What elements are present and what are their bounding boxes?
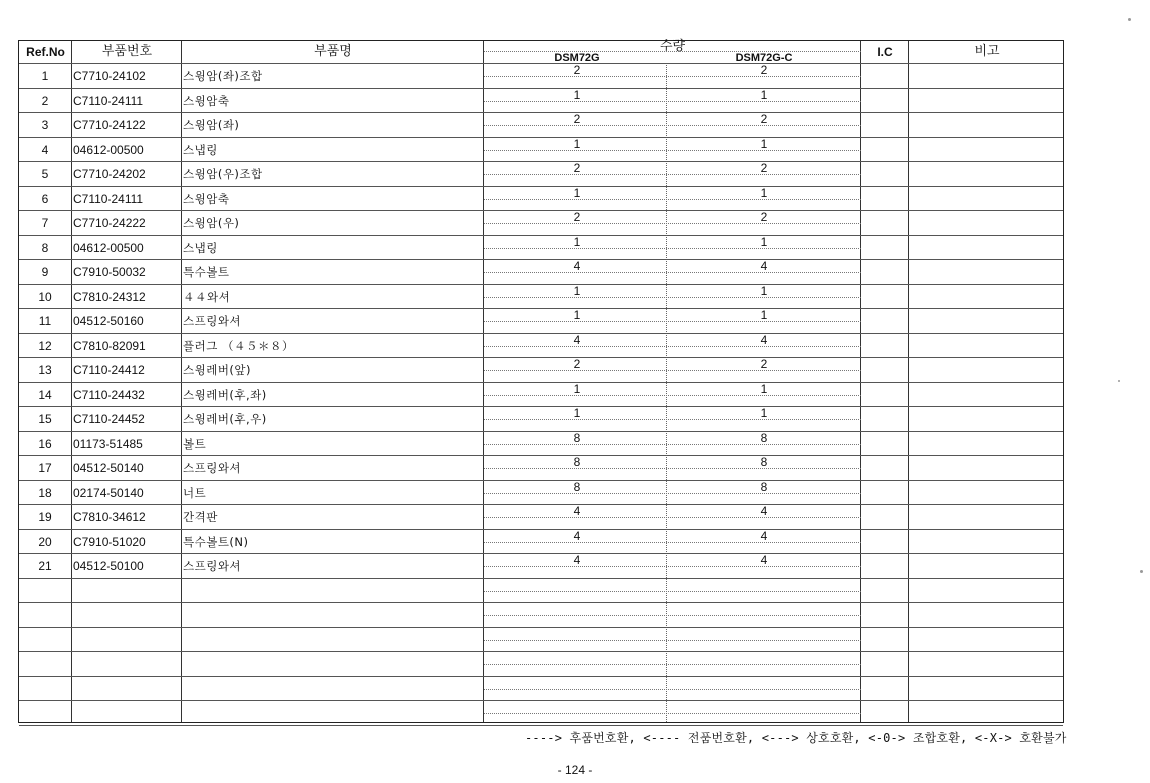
part-number-cell: 04612-00500 — [73, 142, 144, 157]
qty-dsm72g-c-cell: 2 — [760, 112, 768, 126]
qty-dsm72g-cell: 4 — [573, 553, 581, 567]
qty-dsm72g-cell: 2 — [573, 63, 581, 77]
ref-no-cell: 10 — [38, 289, 52, 304]
part-name-cell: 스윙암(우) — [183, 216, 240, 230]
qty-dsm72g-c-cell: 1 — [760, 283, 768, 298]
qty-dsm72g-cell: 1 — [573, 87, 581, 102]
qty-dsm72g-cell: 4 — [573, 528, 581, 543]
qty-dsm72g-c-cell: 4 — [760, 553, 768, 567]
header-model-dsm72g: DSM72G — [554, 52, 600, 64]
part-number-cell: C7710-24122 — [73, 118, 146, 132]
ref-no-cell: 6 — [41, 191, 49, 206]
qty-dsm72g-c-cell: 1 — [760, 87, 768, 102]
header-part-number: 부품번호 — [101, 44, 153, 59]
part-name-cell: 스냅링 — [183, 142, 218, 157]
ref-no-cell: 5 — [41, 167, 49, 181]
part-number-cell: C7110-24432 — [73, 387, 145, 402]
part-number-cell: 04512-50140 — [73, 461, 144, 475]
part-number-cell: 02174-50140 — [73, 485, 144, 500]
qty-dsm72g-cell: 1 — [573, 234, 581, 249]
parts-table — [18, 40, 1064, 723]
qty-dsm72g-c-cell: 1 — [760, 136, 768, 151]
ref-no-cell: 13 — [38, 363, 52, 377]
ref-no-cell: 8 — [41, 240, 49, 255]
part-name-cell: 스윙암(좌) — [183, 118, 240, 132]
qty-dsm72g-cell: 2 — [573, 112, 581, 126]
part-name-cell: 플러그 （４５＊８） — [183, 338, 294, 353]
qty-dsm72g-c-cell: 8 — [760, 430, 768, 445]
qty-dsm72g-cell: 2 — [573, 210, 581, 224]
part-number-cell: 04512-50100 — [73, 559, 144, 573]
part-name-cell: 볼트 — [183, 436, 207, 451]
qty-dsm72g-c-cell: 1 — [760, 185, 768, 200]
part-name-cell: 간격판 — [183, 510, 218, 524]
ref-no-cell: 11 — [38, 314, 52, 328]
part-name-cell: 스윙암(우)조합 — [183, 167, 263, 181]
qty-dsm72g-c-cell: 8 — [760, 479, 768, 494]
qty-dsm72g-c-cell: 1 — [760, 234, 768, 249]
qty-dsm72g-cell: 8 — [573, 455, 581, 469]
ref-no-cell: 7 — [41, 216, 49, 230]
qty-dsm72g-cell: 1 — [573, 406, 581, 420]
qty-dsm72g-cell: 4 — [573, 332, 581, 347]
part-number-cell: C7910-50032 — [73, 265, 146, 279]
header-ic: I.C — [877, 45, 893, 59]
qty-dsm72g-c-cell: 8 — [760, 455, 768, 469]
part-number-cell: C7110-24111 — [73, 93, 144, 108]
ref-no-cell: 18 — [38, 485, 52, 500]
part-number-cell: C7110-24111 — [73, 191, 144, 206]
part-number-cell: C7810-34612 — [73, 510, 146, 524]
part-number-cell: C7910-51020 — [73, 534, 146, 549]
part-number-cell: C7710-24102 — [73, 69, 146, 83]
part-name-cell: 스프링와셔 — [183, 559, 242, 573]
qty-dsm72g-cell: 2 — [573, 161, 581, 175]
qty-dsm72g-c-cell: 4 — [760, 259, 768, 273]
ref-no-cell: 3 — [41, 118, 49, 132]
part-number-cell: C7710-24222 — [73, 216, 146, 230]
ref-no-cell: 16 — [38, 436, 52, 451]
qty-dsm72g-cell: 4 — [573, 259, 581, 273]
interchange-legend: ----> 후품번호환, <---- 전품번호환, <---> 상호호환, <-0-> 조합호환, <-X-> 호환불가 — [525, 731, 1067, 745]
ref-no-cell: 14 — [38, 387, 52, 402]
header-remarks: 비고 — [974, 44, 1000, 59]
scan-speck — [1128, 18, 1131, 21]
part-name-cell: 스윙레버(앞) — [183, 363, 252, 377]
qty-dsm72g-cell: 1 — [573, 185, 581, 200]
ref-no-cell: 17 — [38, 461, 52, 475]
part-name-cell: ４４와셔 — [183, 289, 231, 304]
part-number-cell: 01173-51485 — [73, 436, 143, 451]
part-number-cell: C7110-24452 — [73, 412, 145, 426]
ref-no-cell: 21 — [38, 559, 52, 573]
part-name-cell: 특수볼트(N) — [183, 534, 249, 549]
page-number: - 124 - — [557, 763, 593, 777]
header-model-dsm72g-c: DSM72G-C — [735, 52, 793, 64]
header-ref-no: Ref.No — [26, 45, 65, 59]
ref-no-cell: 19 — [38, 510, 52, 524]
part-name-cell: 스윙암(좌)조합 — [183, 69, 263, 83]
scan-speck — [1140, 570, 1143, 573]
qty-dsm72g-cell: 1 — [573, 136, 581, 151]
qty-dsm72g-cell: 1 — [573, 308, 581, 322]
header-part-name: 부품명 — [314, 44, 352, 59]
ref-no-cell: 12 — [38, 338, 52, 353]
qty-dsm72g-c-cell: 1 — [760, 308, 768, 322]
qty-dsm72g-c-cell: 2 — [760, 161, 768, 175]
part-name-cell: 스프링와셔 — [183, 314, 242, 328]
qty-dsm72g-c-cell: 4 — [760, 332, 768, 347]
qty-dsm72g-c-cell: 2 — [760, 63, 768, 77]
part-number-cell: C7810-82091 — [73, 338, 146, 353]
qty-dsm72g-cell: 8 — [573, 479, 581, 494]
qty-dsm72g-c-cell: 1 — [760, 406, 768, 420]
part-name-cell: 너트 — [183, 485, 207, 500]
qty-dsm72g-c-cell: 4 — [760, 528, 768, 543]
qty-dsm72g-cell: 8 — [573, 430, 581, 445]
qty-dsm72g-c-cell: 2 — [760, 210, 768, 224]
qty-dsm72g-cell: 1 — [573, 283, 581, 298]
header-quantity: 수량 — [659, 39, 686, 54]
part-name-cell: 스윙레버(후,우) — [183, 412, 267, 426]
ref-no-cell: 15 — [38, 412, 52, 426]
part-number-cell: 04612-00500 — [73, 240, 144, 255]
part-number-cell: C7810-24312 — [73, 289, 146, 304]
part-name-cell: 특수볼트 — [183, 265, 230, 279]
part-name-cell: 스윙암축 — [183, 93, 230, 108]
qty-dsm72g-c-cell: 2 — [760, 357, 768, 371]
part-name-cell: 스윙레버(후,좌) — [183, 387, 267, 402]
ref-no-cell: 1 — [41, 69, 49, 83]
ref-no-cell: 20 — [38, 534, 52, 549]
part-number-cell: C7110-24412 — [73, 363, 145, 377]
qty-dsm72g-cell: 1 — [573, 381, 581, 396]
ref-no-cell: 9 — [41, 265, 49, 279]
part-name-cell: 스냅링 — [183, 240, 218, 255]
part-name-cell: 스윙암축 — [183, 191, 230, 206]
part-number-cell: C7710-24202 — [73, 167, 146, 181]
ref-no-cell: 4 — [41, 142, 49, 157]
part-number-cell: 04512-50160 — [73, 314, 144, 328]
ref-no-cell: 2 — [41, 93, 49, 108]
qty-dsm72g-cell: 2 — [573, 357, 581, 371]
qty-dsm72g-cell: 4 — [573, 504, 581, 518]
qty-dsm72g-c-cell: 4 — [760, 504, 768, 518]
scan-speck — [1118, 380, 1120, 382]
part-name-cell: 스프링와셔 — [183, 461, 242, 475]
qty-dsm72g-c-cell: 1 — [760, 381, 768, 396]
